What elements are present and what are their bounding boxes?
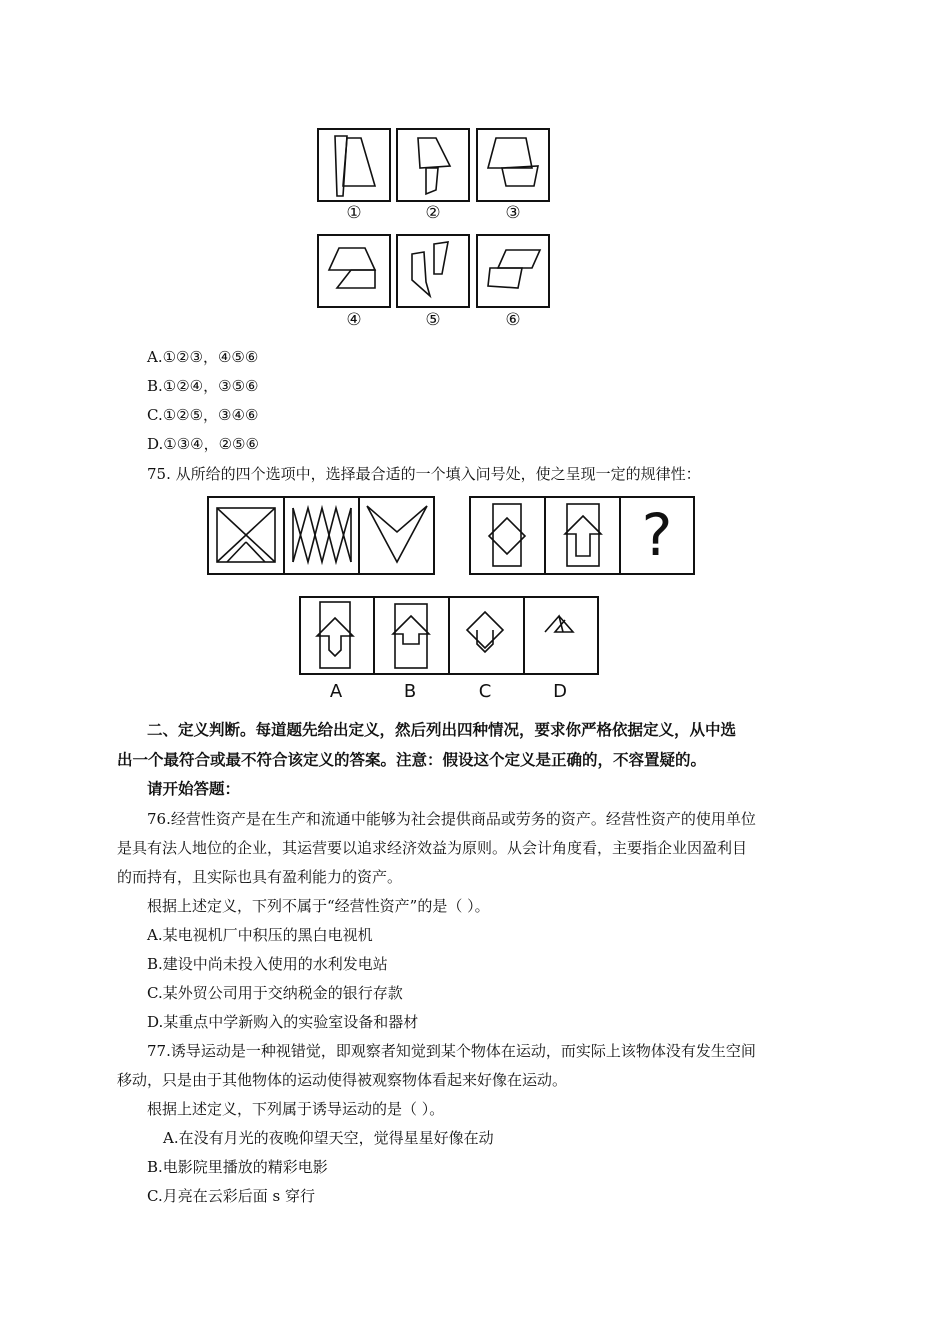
- q77-option-c: C.月亮在云彩后面 s 穿行: [147, 1187, 315, 1205]
- q76-option-a: A.某电视机厂中积压的黑白电视机: [147, 926, 373, 944]
- figure-box-4: [317, 234, 391, 308]
- answer-label-c: C: [478, 681, 492, 702]
- answer-label-a: A: [329, 681, 343, 702]
- figure-box-1: [317, 128, 391, 202]
- q77-question: 根据上述定义，下列属于诱导运动的是（ ）。: [147, 1100, 445, 1118]
- figure-box-2: [396, 128, 470, 202]
- q74-option-c: C.①②⑤，③④⑥: [147, 406, 259, 424]
- q75-stem: 75. 从所给的四个选项中，选择最合适的一个填入问号处，使之呈现一定的规律性：: [147, 465, 701, 483]
- figure-label-3: ③: [505, 203, 521, 223]
- question-mark: ?: [641, 501, 673, 569]
- answer-label-b: B: [403, 681, 417, 702]
- q76-para-line1: 76.经营性资产是在生产和流通中能够为社会提供商品或劳务的资产。经营性资产的使用单位: [147, 810, 756, 828]
- figure-label-6: ⑥: [505, 310, 521, 330]
- q75-left-sequence: [207, 496, 435, 576]
- section2-start: 请开始答题：: [147, 780, 241, 798]
- section2-heading-line1: 二、定义判断。每道题先给出定义，然后列出四种情况，要求你严格依据定义，从中选: [147, 721, 737, 739]
- q77-para-line1: 77.诱导运动是一种视错觉，即观察者知觉到某个物体在运动，而实际上该物体没有发生空间: [147, 1042, 756, 1060]
- q75-answer-choices: [299, 596, 601, 676]
- figure-label-4: ④: [346, 310, 362, 330]
- q76-question: 根据上述定义，下列不属于“经营性资产”的是（ ）。: [147, 897, 490, 915]
- figure-box-3: [476, 128, 550, 202]
- q77-para-line2: 移动，只是由于其他物体的运动使得被观察物体看起来好像在运动。: [117, 1071, 568, 1089]
- q74-option-b: B.①②④，③⑤⑥: [147, 377, 259, 395]
- q77-option-b: B.电影院里播放的精彩电影: [147, 1158, 328, 1176]
- q76-para-line2: 是具有法人地位的企业，其运营要以追求经济效益为原则。从会计角度看，主要指企业因盈利目: [117, 839, 748, 857]
- answer-label-d: D: [553, 681, 567, 702]
- q76-option-c: C.某外贸公司用于交纳税金的银行存款: [147, 984, 403, 1002]
- q76-option-b: B.建设中尚未投入使用的水利发电站: [147, 955, 388, 973]
- q76-option-d: D.某重点中学新购入的实验室设备和器材: [147, 1013, 419, 1031]
- figure-label-1: ①: [346, 203, 362, 223]
- q76-para-line3: 的而持有，且实际也具有盈利能力的资产。: [117, 868, 403, 886]
- figure-box-5: [396, 234, 470, 308]
- figure-label-2: ②: [425, 203, 441, 223]
- q74-option-a: A.①②③，④⑤⑥: [147, 348, 259, 366]
- q77-option-a: A.在没有月光的夜晚仰望天空，觉得星星好像在动: [163, 1129, 494, 1147]
- q74-option-d: D.①③④，②⑤⑥: [147, 435, 259, 453]
- section2-heading-line2: 出一个最符合或最不符合该定义的答案。注意：假设这个定义是正确的，不容置疑的。: [117, 751, 707, 769]
- figure-box-6: [476, 234, 550, 308]
- figure-label-5: ⑤: [425, 310, 441, 330]
